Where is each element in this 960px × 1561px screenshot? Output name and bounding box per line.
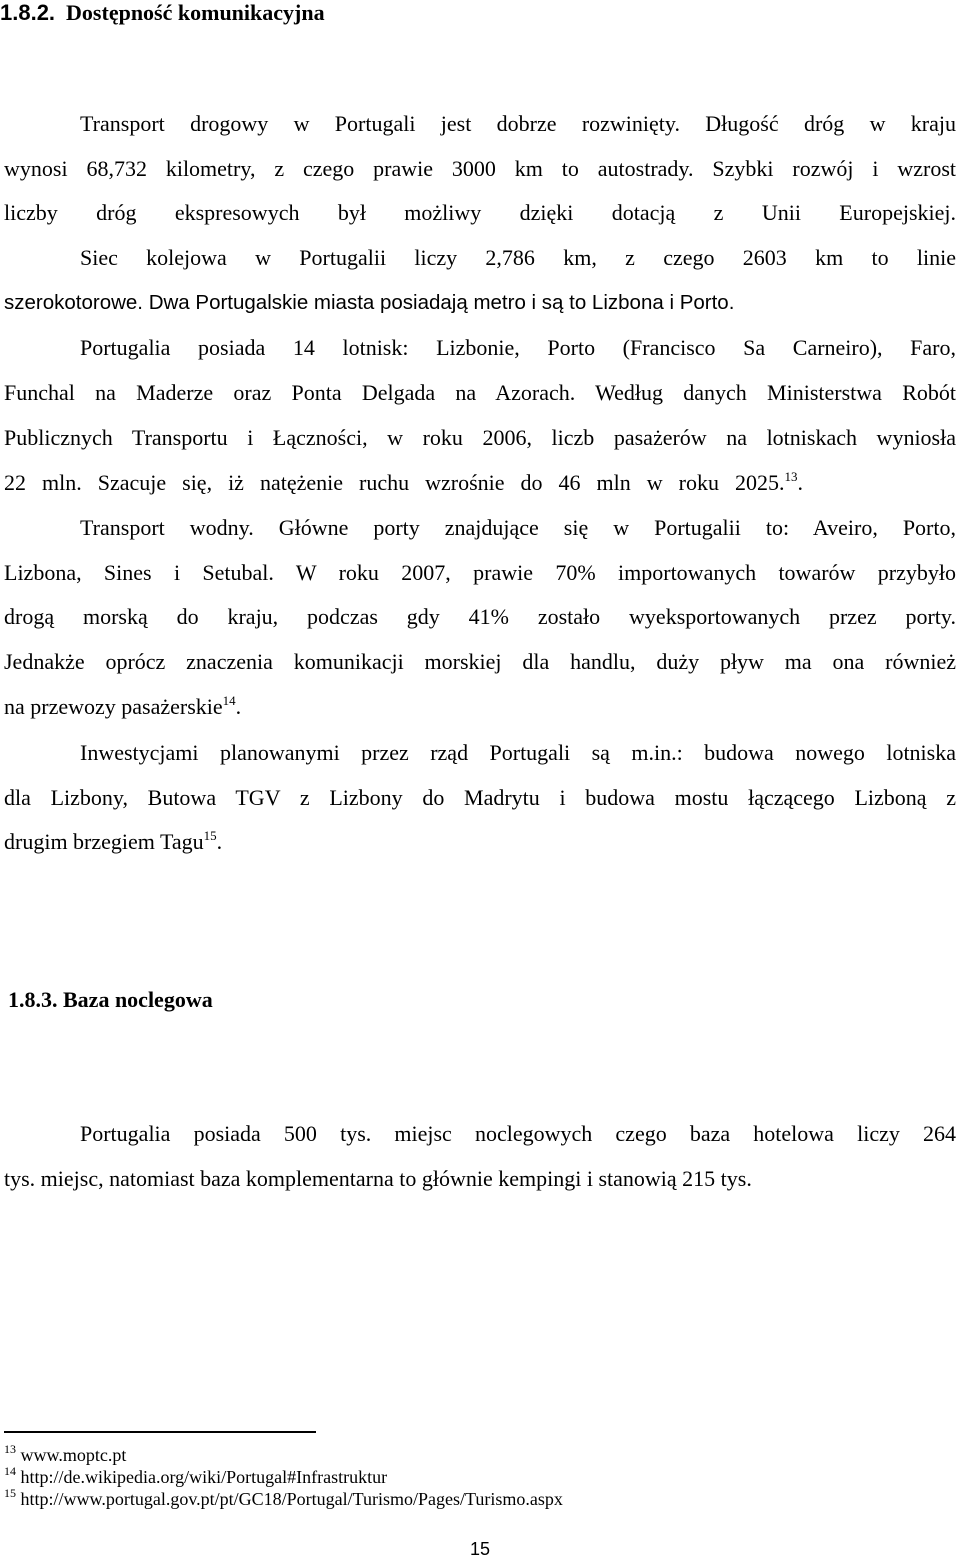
footnote-link[interactable]: http://de.wikipedia.org/wiki/Portugal#Infrastruktur xyxy=(16,1467,388,1487)
footnote-link[interactable]: http://www.portugal.gov.pt/pt/GC18/Portugal/Turismo/Pages/Turismo.aspx xyxy=(16,1489,563,1509)
section-number: 1.8.2. xyxy=(0,0,56,25)
footnote xyxy=(4,1444,126,1466)
footnote xyxy=(4,1488,563,1510)
paragraph-line: Transport drogowy w Portugali jest dobrze rozwinięty. Długość dróg w kraju xyxy=(80,111,956,136)
line-tail: . xyxy=(797,470,803,495)
paragraph-line: dla Lizbony, Butowa TGV z Lizbony do Madrytu i budowa mostu łączącego Lizboną z xyxy=(4,785,956,810)
footnote-number: 13 xyxy=(4,1442,16,1456)
line-start: szerokotorowe. xyxy=(4,291,149,314)
paragraph-line: Funchal na Maderze oraz Ponta Delgada na Azorach. Według danych Ministerstwa Robót xyxy=(4,380,956,405)
section-heading-1-8-3 xyxy=(8,987,213,1013)
section-title: Dostępność komunikacyjna xyxy=(66,0,325,25)
section-number: 1.8.3. xyxy=(8,987,58,1012)
paragraph-line: Transport wodny. Główne porty znajdujące się w Portugalii to: Aveiro, Porto, xyxy=(80,515,956,540)
paragraph-line: Lizbona, Sines i Setubal. W roku 2007, prawie 70% importowanych towarów przybyło xyxy=(4,560,956,585)
paragraph-line: wynosi 68,732 kilometry, z czego prawie 3000 km to autostrady. Szybki rozwój i wzrost xyxy=(4,156,956,181)
footnote-ref: 14 xyxy=(222,693,236,708)
paragraph-line: Siec kolejowa w Portugalii liczy 2,786 km, z czego 2603 km to linie xyxy=(80,245,956,270)
paragraph-line: tys. miejsc, natomiast baza komplementarna to głównie kempingi i stanowią 215 tys. xyxy=(4,1166,752,1191)
footnote xyxy=(4,1466,387,1488)
line-tail: . xyxy=(235,694,242,719)
paragraph-line xyxy=(4,693,956,721)
footnote-ref: 13 xyxy=(784,469,798,484)
footnote-separator xyxy=(4,1431,316,1433)
line-text: na przewozy pasażerskie xyxy=(4,694,223,719)
paragraph-line: Inwestycjami planowanymi przez rząd Portugali są m.in.: budowa nowego lotniska xyxy=(80,740,956,765)
paragraph-line: drogą morską do kraju, podczas gdy 41% zostało wyeksportowanych przez porty. xyxy=(4,604,956,629)
paragraph-line xyxy=(4,828,956,856)
paragraph-line xyxy=(4,289,956,317)
paragraph-line xyxy=(4,469,956,497)
paragraph-line: Jednakże oprócz znaczenia komunikacji morskiej dla handlu, duży pływ ma ona również xyxy=(4,649,956,674)
paragraph-line: Publicznych Transportu i Łączności, w roku 2006, liczb pasażerów na lotniskach wyniosła xyxy=(4,425,956,450)
section-heading-1-8-2 xyxy=(0,0,325,26)
section-title: Baza noclegowa xyxy=(63,987,213,1012)
footnote-link[interactable]: www.moptc.pt xyxy=(16,1445,127,1465)
footnote-number: 14 xyxy=(4,1464,16,1478)
page-number: 15 xyxy=(469,1539,491,1559)
footnote-ref: 15 xyxy=(203,828,217,843)
paragraph-line: Portugalia posiada 14 lotnisk: Lizbonie, Porto (Francisco Sa Carneiro), Faro, xyxy=(80,335,956,360)
paragraph-line: liczby dróg ekspresowych był możliwy dzięki dotacją z Unii Europejskiej. xyxy=(4,200,956,225)
line-text: drugim brzegiem Tagu xyxy=(4,829,204,854)
line-text: 22 mln. Szacuje się, iż natężenie ruchu wzrośnie do 46 mln w roku 2025. xyxy=(4,470,785,495)
paragraph-line: Portugalia posiada 500 tys. miejsc noclegowych czego baza hotelowa liczy 264 xyxy=(80,1121,956,1146)
metro-sentence: Dwa Portugalskie miasta posiadają metro i są to Lizbona i Porto. xyxy=(148,291,735,314)
footnote-number: 15 xyxy=(4,1486,16,1500)
line-tail: . xyxy=(216,829,223,854)
